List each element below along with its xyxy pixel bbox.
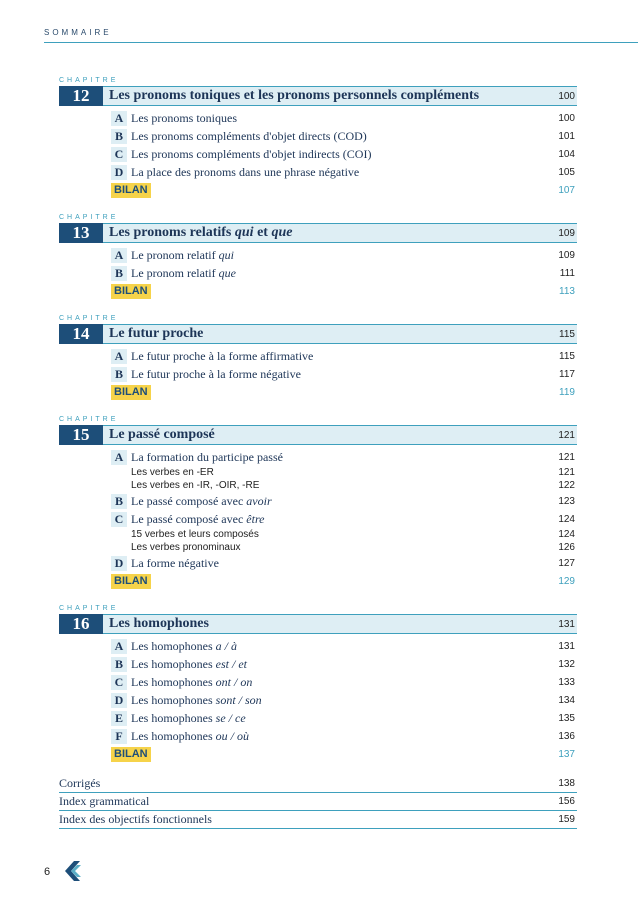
toc-entry[interactable] bbox=[111, 637, 577, 655]
entry-page: 136 bbox=[558, 730, 575, 742]
subentry-page: 126 bbox=[558, 542, 575, 553]
chapter-heading[interactable] bbox=[59, 324, 577, 344]
entry-page: 111 bbox=[559, 267, 575, 279]
section-letter: A bbox=[111, 450, 127, 465]
chapter-label: CHAPITRE bbox=[59, 605, 119, 612]
entry-text: Les homophones ont / on bbox=[131, 674, 253, 689]
entry-page: 133 bbox=[558, 676, 575, 688]
bilan-badge: BILAN bbox=[111, 284, 151, 299]
entry-text: Le passé composé avec être bbox=[131, 511, 265, 526]
entry-emphasis: ont / on bbox=[215, 674, 253, 689]
chapter-label: CHAPITRE bbox=[59, 416, 119, 423]
section-letter: C bbox=[111, 147, 127, 162]
chapter-page: 131 bbox=[558, 618, 575, 630]
toc-entry[interactable] bbox=[111, 145, 577, 163]
appendix-page: 156 bbox=[558, 796, 575, 807]
entry-emphasis: sont / son bbox=[215, 692, 262, 707]
section-letter: A bbox=[111, 349, 127, 364]
appendix-text: Corrigés bbox=[59, 776, 101, 790]
chapter-title: Le futur proche bbox=[109, 326, 204, 341]
entry-text: Les pronoms compléments d'objet directs (COD) bbox=[131, 128, 367, 143]
bilan-entry[interactable] bbox=[111, 572, 577, 590]
chapter-number: 13 bbox=[59, 223, 103, 243]
chapter-page: 115 bbox=[559, 328, 575, 340]
toc-entry[interactable] bbox=[111, 673, 577, 691]
entry-page: 131 bbox=[558, 640, 575, 652]
chapter-12 bbox=[59, 76, 577, 199]
bilan-page: 137 bbox=[558, 748, 575, 760]
section-letter: C bbox=[111, 512, 127, 527]
chapter-heading[interactable] bbox=[59, 614, 577, 634]
chapter-label: CHAPITRE bbox=[59, 315, 119, 322]
appendix-entry[interactable] bbox=[59, 775, 577, 793]
entry-page: 115 bbox=[559, 350, 575, 362]
chapter-page: 109 bbox=[558, 227, 575, 239]
chapter-label: CHAPITRE bbox=[59, 214, 119, 221]
table-of-contents bbox=[59, 76, 577, 829]
entry-text: Les pronoms compléments d'objet indirects (COI) bbox=[131, 146, 372, 161]
toc-entry[interactable] bbox=[111, 510, 577, 528]
toc-subentry[interactable] bbox=[111, 466, 577, 479]
subentry-page: 124 bbox=[558, 529, 575, 540]
entry-page: 105 bbox=[558, 166, 575, 178]
toc-entry[interactable] bbox=[111, 554, 577, 572]
appendix-page: 138 bbox=[558, 778, 575, 789]
subentry-text: Les verbes en -IR, -OIR, -RE bbox=[131, 480, 260, 491]
toc-entry[interactable] bbox=[111, 109, 577, 127]
chapter-13 bbox=[59, 213, 577, 300]
subentry-text: 15 verbes et leurs composés bbox=[131, 529, 259, 540]
appendix-entry[interactable] bbox=[59, 811, 577, 829]
toc-entry[interactable] bbox=[111, 492, 577, 510]
entry-text: Le pronom relatif que bbox=[131, 265, 236, 280]
toc-entry[interactable] bbox=[111, 163, 577, 181]
entry-page: 117 bbox=[559, 368, 575, 380]
entry-page: 104 bbox=[558, 148, 575, 160]
entry-emphasis: se / ce bbox=[215, 710, 246, 725]
chevron-left-icon[interactable] bbox=[60, 859, 84, 883]
toc-entry[interactable] bbox=[111, 448, 577, 466]
subentry-page: 122 bbox=[558, 480, 575, 491]
header-label: SOMMAIRE bbox=[44, 28, 112, 37]
chapter-title: Le passé composé bbox=[109, 427, 215, 442]
entry-text: Les homophones sont / son bbox=[131, 692, 262, 707]
chapter-number: 16 bbox=[59, 614, 103, 634]
chapter-15 bbox=[59, 415, 577, 590]
section-letter: E bbox=[111, 711, 127, 726]
title-part: Les pronoms relatifs bbox=[109, 225, 235, 240]
bilan-badge: BILAN bbox=[111, 385, 151, 400]
toc-subentry[interactable] bbox=[111, 479, 577, 492]
chapter-title: Les homophones bbox=[109, 616, 209, 631]
bilan-entry[interactable] bbox=[111, 745, 577, 763]
section-letter: B bbox=[111, 367, 127, 382]
section-letter: A bbox=[111, 248, 127, 263]
chapter-title: Les pronoms toniques et les pronoms personnels compléments bbox=[109, 88, 480, 103]
chapter-heading[interactable] bbox=[59, 425, 577, 445]
toc-entry[interactable] bbox=[111, 264, 577, 282]
appendix-entry[interactable] bbox=[59, 793, 577, 811]
bilan-page: 113 bbox=[559, 285, 575, 297]
section-letter: B bbox=[111, 129, 127, 144]
entry-page: 135 bbox=[558, 712, 575, 724]
entry-text: La formation du participe passé bbox=[131, 449, 283, 464]
bilan-badge: BILAN bbox=[111, 747, 151, 762]
entry-page: 132 bbox=[558, 658, 575, 670]
toc-entry[interactable] bbox=[111, 127, 577, 145]
entry-emphasis: que bbox=[218, 265, 236, 280]
entry-text: Les homophones se / ce bbox=[131, 710, 246, 725]
toc-entry[interactable] bbox=[111, 246, 577, 264]
toc-subentry[interactable] bbox=[111, 528, 577, 541]
chapter-number: 15 bbox=[59, 425, 103, 445]
section-letter: D bbox=[111, 556, 127, 571]
entry-emphasis: être bbox=[246, 511, 265, 526]
page-number: 6 bbox=[44, 866, 51, 878]
section-letter: B bbox=[111, 494, 127, 509]
chapter-page: 121 bbox=[558, 429, 575, 441]
subentry-page: 121 bbox=[558, 467, 575, 478]
title-emphasis: que bbox=[271, 225, 293, 240]
entry-text: Les homophones est / et bbox=[131, 656, 247, 671]
toc-entry[interactable] bbox=[111, 347, 577, 365]
bilan-page: 129 bbox=[558, 575, 575, 587]
section-letter: B bbox=[111, 266, 127, 281]
entry-text: Les pronoms toniques bbox=[131, 110, 237, 125]
header-rule bbox=[44, 42, 638, 43]
entry-page: 100 bbox=[558, 112, 575, 124]
entry-emphasis: qui bbox=[218, 247, 234, 262]
toc-entry[interactable] bbox=[111, 691, 577, 709]
title-emphasis: qui bbox=[234, 225, 254, 240]
subentry-text: Les verbes en -ER bbox=[131, 467, 214, 478]
chapter-16 bbox=[59, 604, 577, 763]
entry-emphasis: ou / où bbox=[215, 728, 249, 743]
entry-text: Le pronom relatif qui bbox=[131, 247, 234, 262]
chapter-label: CHAPITRE bbox=[59, 77, 119, 84]
section-letter: B bbox=[111, 657, 127, 672]
entry-page: 127 bbox=[558, 557, 575, 569]
appendix-page: 159 bbox=[558, 814, 575, 825]
section-letter: C bbox=[111, 675, 127, 690]
appendix-list bbox=[59, 775, 577, 829]
bilan-page: 119 bbox=[559, 386, 575, 398]
entry-text: Les homophones a / à bbox=[131, 638, 237, 653]
entry-text: Les homophones ou / où bbox=[131, 728, 249, 743]
entry-text: Le futur proche à la forme négative bbox=[131, 366, 301, 381]
toc-entry[interactable] bbox=[111, 709, 577, 727]
section-letter: D bbox=[111, 693, 127, 708]
bilan-entry[interactable] bbox=[111, 181, 577, 199]
chapter-number: 14 bbox=[59, 324, 103, 344]
bilan-entry[interactable] bbox=[111, 282, 577, 300]
chapter-page: 100 bbox=[558, 90, 575, 102]
title-part: et bbox=[253, 225, 272, 240]
toc-subentry[interactable] bbox=[111, 541, 577, 554]
subentry-text: Les verbes pronominaux bbox=[131, 542, 241, 553]
section-letter: F bbox=[111, 729, 127, 744]
section-letter: A bbox=[111, 639, 127, 654]
appendix-text: Index des objectifs fonctionnels bbox=[59, 812, 212, 826]
toc-entry[interactable] bbox=[111, 727, 577, 745]
entry-page: 101 bbox=[558, 130, 575, 142]
chapter-title bbox=[103, 225, 558, 241]
entry-text: La place des pronoms dans une phrase négative bbox=[131, 164, 360, 179]
entry-emphasis: a / à bbox=[215, 638, 237, 653]
toc-entry[interactable] bbox=[111, 655, 577, 673]
chapter-heading[interactable] bbox=[59, 86, 577, 106]
entry-page: 124 bbox=[558, 513, 575, 525]
bilan-badge: BILAN bbox=[111, 183, 151, 198]
entry-text: Le passé composé avec avoir bbox=[131, 493, 272, 508]
bilan-entry[interactable] bbox=[111, 383, 577, 401]
appendix-text: Index grammatical bbox=[59, 794, 150, 808]
entry-page: 109 bbox=[558, 249, 575, 261]
entry-page: 121 bbox=[558, 451, 575, 463]
entry-page: 123 bbox=[558, 495, 575, 507]
entry-page: 134 bbox=[558, 694, 575, 706]
chapter-heading[interactable] bbox=[59, 223, 577, 243]
toc-entry[interactable] bbox=[111, 365, 577, 383]
entry-emphasis: est / et bbox=[215, 656, 247, 671]
entry-emphasis: avoir bbox=[246, 493, 272, 508]
section-letter: A bbox=[111, 111, 127, 126]
chapter-number: 12 bbox=[59, 86, 103, 106]
bilan-page: 107 bbox=[558, 184, 575, 196]
entry-text: Le futur proche à la forme affirmative bbox=[131, 348, 314, 363]
entry-text: La forme négative bbox=[131, 555, 219, 570]
bilan-badge: BILAN bbox=[111, 574, 151, 589]
section-letter: D bbox=[111, 165, 127, 180]
chapter-14 bbox=[59, 314, 577, 401]
